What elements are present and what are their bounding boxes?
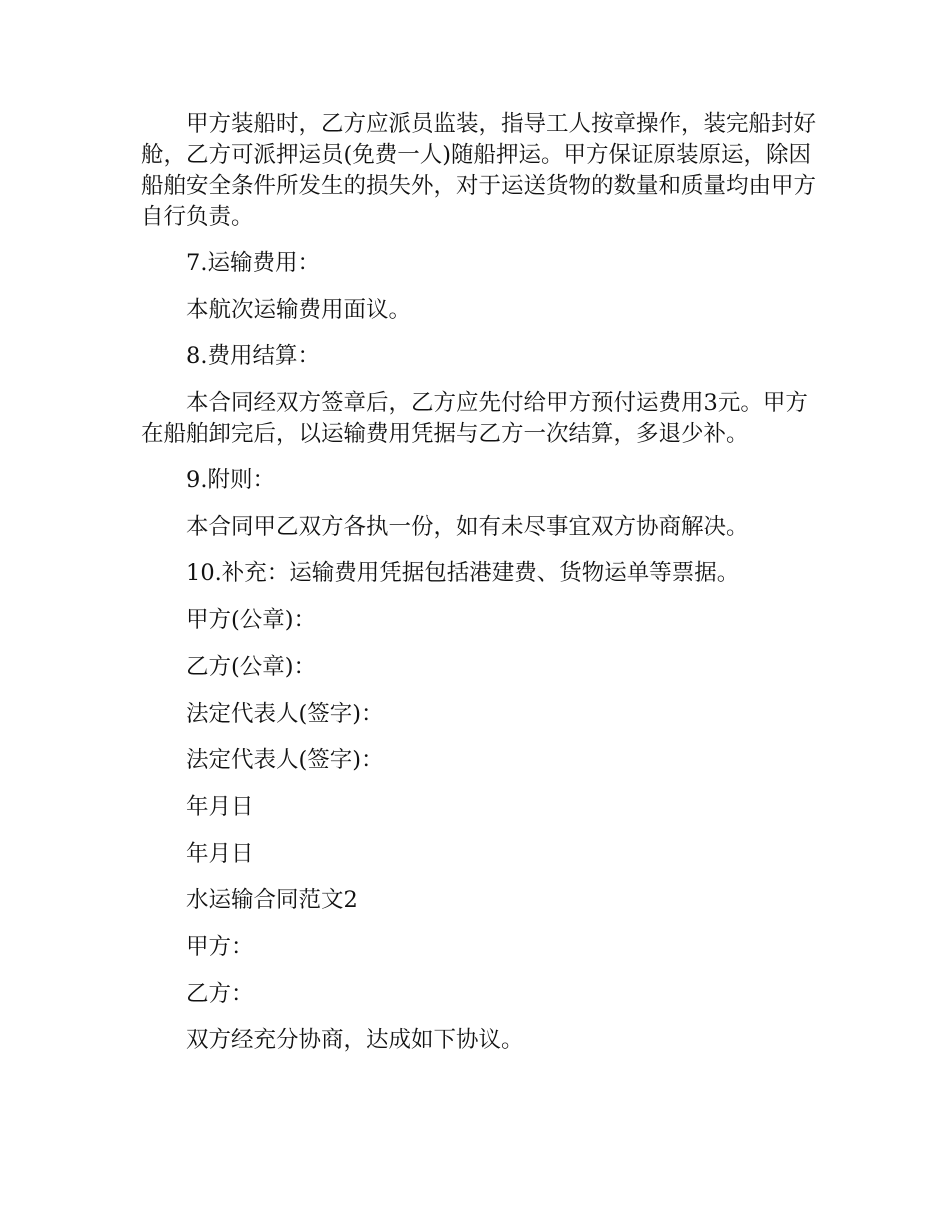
heading-supplementary-rules: 9.附则： [186, 467, 275, 494]
heading-fee-settlement: 8.费用结算： [186, 343, 320, 370]
paragraph-settlement-terms: 本合同经双方签章后，乙方应先付给甲方预付运费用3元。甲方在船舶卸完后，以运输费用凭据与乙方一次结算，多退少补。 [141, 390, 808, 448]
paragraph-supplement: 10.补充：运输费用凭据包括港建费、货物运单等票据。 [186, 560, 740, 587]
party-a-seal-line: 甲方(公章)： [186, 607, 317, 634]
party-b-label: 乙方： [186, 980, 254, 1007]
paragraph-loading-supervision: 甲方装船时，乙方应派员监装，指导工人按章操作，装完船封好舱，乙方可派押运员(免费一人)随船押运。甲方保证原装原运，除因船舶安全条件所发生的损失外，对于运送货物的数量和质量均由甲方自行负责。 [141, 111, 817, 230]
paragraph-copies-held: 本合同甲乙双方各执一份，如有未尽事宜双方协商解决。 [186, 513, 749, 540]
heading-transport-fees: 7.运输费用： [186, 250, 320, 276]
date-line-a: 年月日 [186, 793, 254, 820]
paragraph-fees-negotiated: 本航次运输费用面议。 [186, 296, 412, 323]
legal-rep-signature-line-b: 法定代表人(签字)： [186, 747, 384, 774]
party-a-label: 甲方： [186, 933, 254, 960]
document-body [141, 109, 821, 1072]
date-line-b: 年月日 [186, 840, 254, 867]
paragraph-agreement-reached: 双方经充分协商，达成如下协议。 [186, 1027, 524, 1054]
legal-rep-signature-line-a: 法定代表人(签字)： [186, 700, 384, 727]
section-title-contract-2: 水运输合同范文2 [186, 887, 358, 914]
party-b-seal-line: 乙方(公章)： [186, 653, 317, 680]
